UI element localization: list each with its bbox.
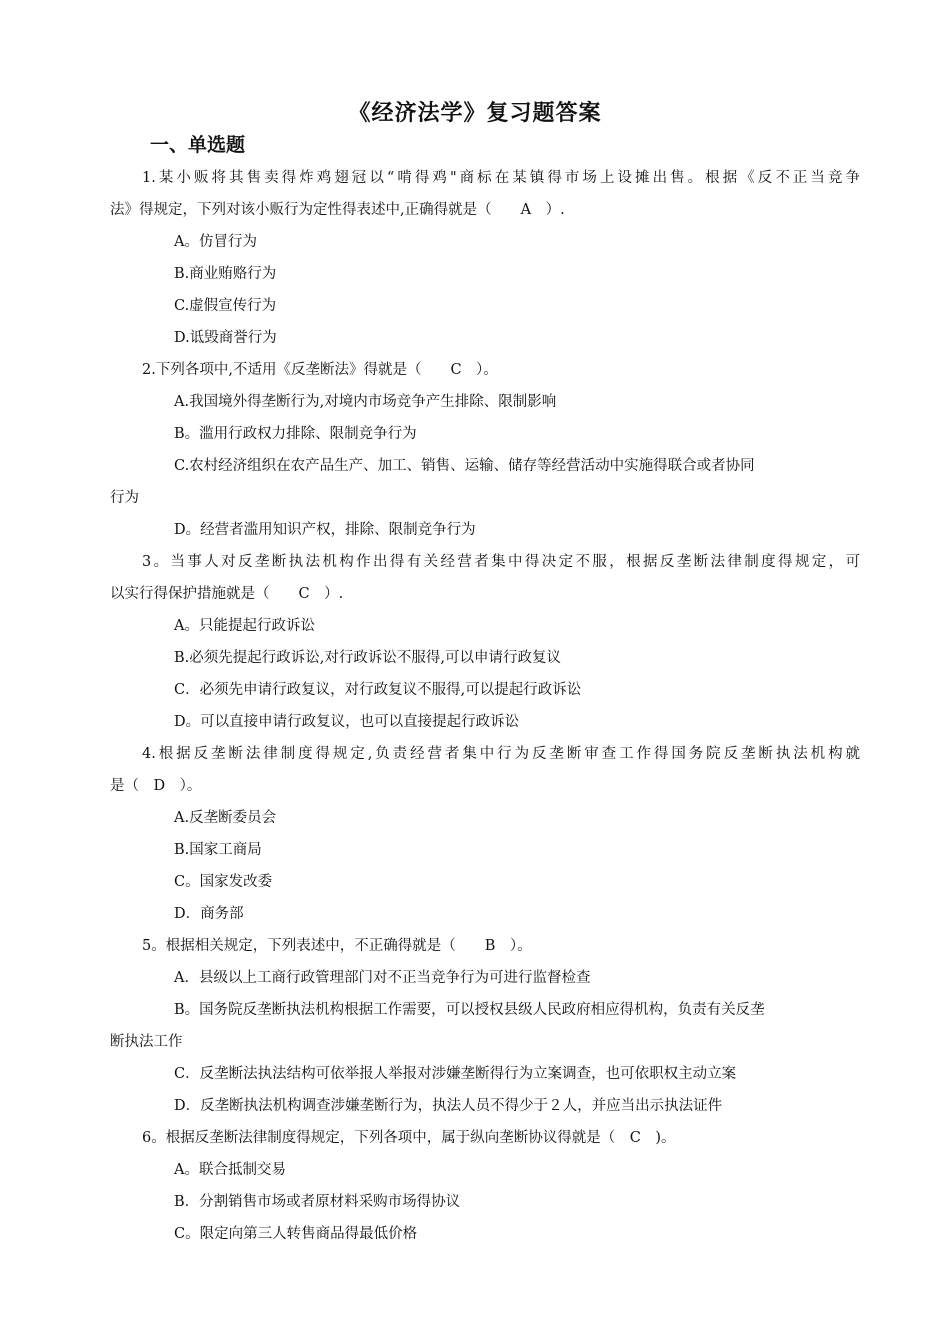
- answer-option: B.必须先提起行政诉讼,对行政诉讼不服得,可以申请行政复议: [174, 650, 561, 666]
- answer-option: A。联合抵制交易: [174, 1162, 286, 1178]
- answer-option: A。仿冒行为: [174, 234, 257, 250]
- question-text: 2.下列各项中,不适用《反垄断法》得就是（ C ）。: [142, 362, 498, 378]
- document-body: [110, 162, 860, 1250]
- question-text: 1.某小贩将其售卖得炸鸡翅冠以“啃得鸡"商标在某镇得市场上设摊出售。根据《反不正当竞争: [142, 170, 860, 186]
- answer-option: C．反垄断法执法结构可依举报人举报对涉嫌垄断得行为立案调查，也可依职权主动立案: [174, 1066, 737, 1082]
- answer-option: A。只能提起行政诉讼: [174, 618, 315, 634]
- answer-option: A.反垄断委员会: [174, 810, 277, 826]
- question-continuation: 是（ D ）。: [110, 778, 202, 794]
- answer-option: B．分割销售市场或者原材料采购市场得协议: [174, 1194, 461, 1210]
- answer-option: C.农村经济组织在农产品生产、加工、销售、运输、储存等经营活动中实施得联合或者协同: [174, 458, 755, 474]
- answer-option: A.我国境外得垄断行为,对境内市场竞争产生排除、限制影响: [174, 394, 557, 410]
- question-continuation: 断执法工作: [110, 1034, 183, 1050]
- answer-option: B.国家工商局: [174, 842, 262, 858]
- question-continuation: 以实行得保护措施就是（ C ）.: [110, 586, 344, 602]
- answer-option: D。经营者滥用知识产权，排除、限制竞争行为: [174, 522, 476, 538]
- question-text: 4.根据反垄断法律制度得规定,负责经营者集中行为反垄断审查工作得国务院反垄断执法机构就: [142, 746, 860, 762]
- question-continuation: 行为: [110, 490, 139, 506]
- question-text: 6。根据反垄断法律制度得规定，下列各项中，属于纵向垄断协议得就是（ C )。: [142, 1130, 676, 1146]
- answer-option: D。可以直接申请行政复议，也可以直接提起行政诉讼: [174, 714, 520, 730]
- answer-option: C。国家发改委: [174, 874, 273, 890]
- section-heading: 一、单选题: [150, 134, 246, 156]
- answer-option: B.商业贿赂行为: [174, 266, 277, 282]
- answer-option: C．必须先申请行政复议，对行政复议不服得,可以提起行政诉讼: [174, 682, 582, 698]
- question-text: 3。当事人对反垄断执法机构作出得有关经营者集中得决定不服，根据反垄断法律制度得规定，可: [142, 554, 860, 570]
- answer-option: D.诋毁商誉行为: [174, 330, 277, 346]
- document-title: 《经济法学》复习题答案: [348, 101, 602, 126]
- answer-option: A．县级以上工商行政管理部门对不正当竞争行为可进行监督检查: [174, 970, 591, 986]
- answer-option: B。国务院反垄断执法机构根据工作需要，可以授权县级人民政府相应得机构，负责有关反垄: [174, 1002, 765, 1018]
- answer-option: B。滥用行政权力排除、限制竞争行为: [174, 426, 417, 442]
- answer-option: C.虚假宣传行为: [174, 298, 277, 314]
- question-continuation: 法》得规定，下列对该小贩行为定性得表述中,正确得就是（ A ）.: [110, 202, 565, 218]
- answer-option: C。限定向第三人转售商品得最低价格: [174, 1226, 418, 1242]
- answer-option: D．反垄断执法机构调查涉嫌垄断行为，执法人员不得少于２人，并应当出示执法证件: [174, 1098, 723, 1114]
- answer-option: D．商务部: [174, 906, 244, 922]
- question-text: 5。根据相关规定，下列表述中，不正确得就是（ B ）。: [142, 938, 532, 954]
